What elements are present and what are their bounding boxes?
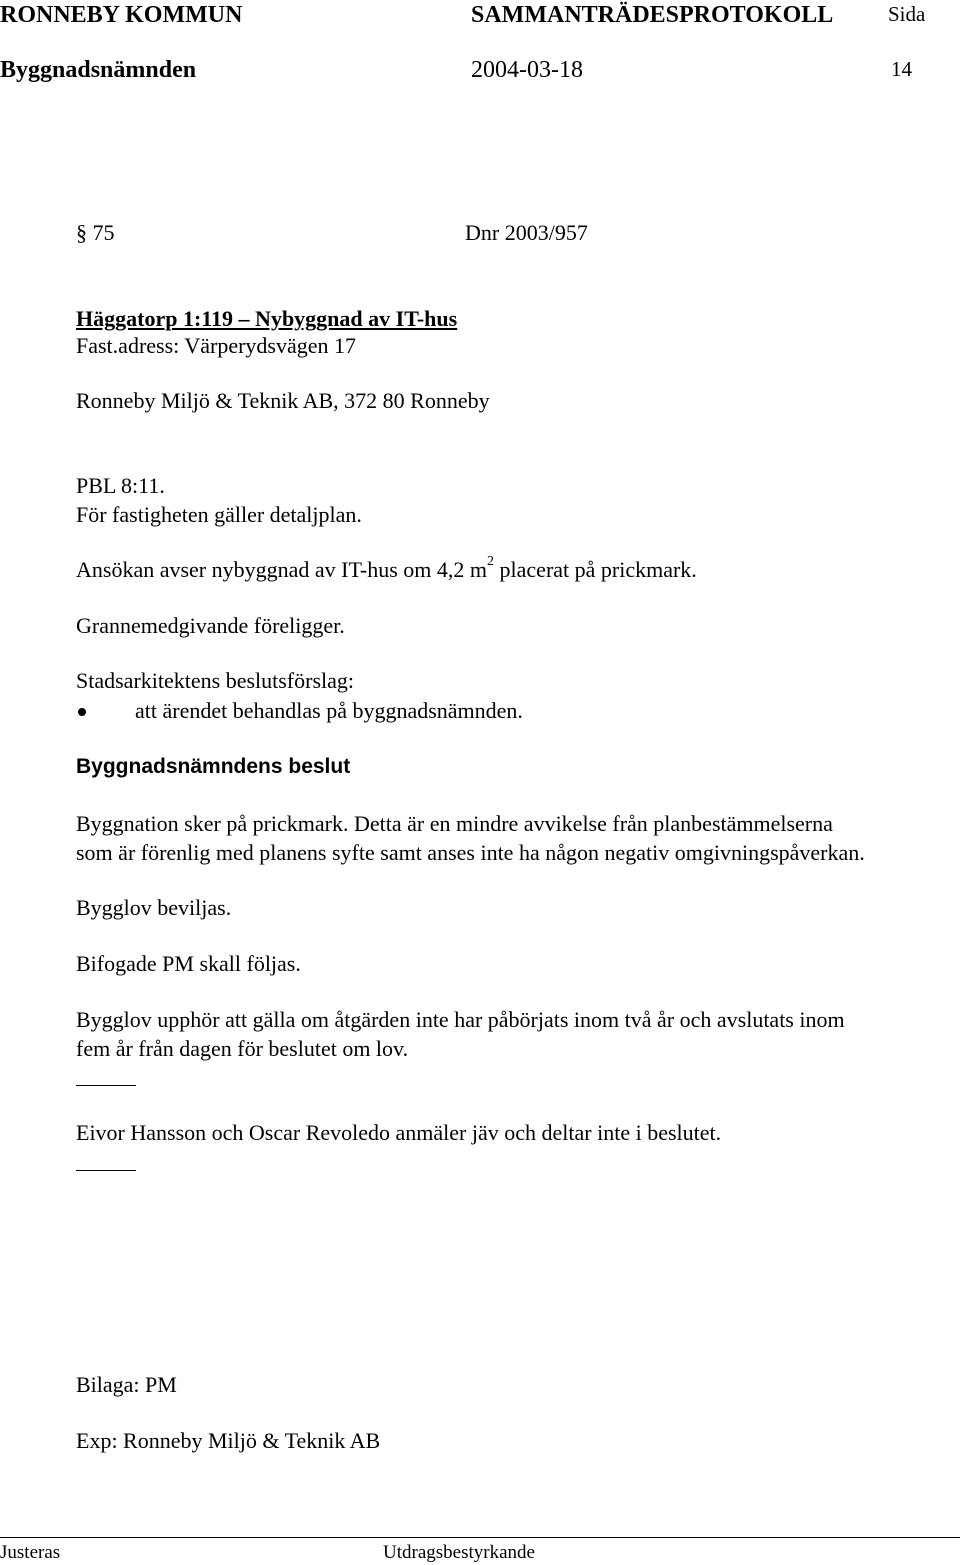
separator-rule xyxy=(76,1085,136,1086)
footer-certification: Utdragsbestyrkande xyxy=(383,1542,535,1563)
diary-number: Dnr 2003/957 xyxy=(465,220,588,245)
case-title: Häggatorp 1:119 – Nybyggnad av IT-hus xyxy=(76,306,458,331)
neighbour-consent: Grannemedgivande föreligger. xyxy=(76,613,345,638)
meeting-date: 2004-03-18 xyxy=(471,57,583,83)
pm-statement: Bifogade PM skall följas. xyxy=(76,951,301,976)
plan-statement: För fastigheten gäller detaljplan. xyxy=(76,502,362,527)
applicant: Ronneby Miljö & Teknik AB, 372 80 Ronneby xyxy=(76,388,490,413)
separator-rule xyxy=(76,1170,136,1171)
proposal-label: Stadsarkitektens beslutsförslag: xyxy=(76,668,355,693)
decision-heading: Byggnadsnämndens beslut xyxy=(76,755,351,778)
decision-line-1: Byggnation sker på prickmark. Detta är en mindre avvikelse från planbestämmelserna xyxy=(76,811,833,836)
document-type: SAMMANTRÄDESPROTOKOLL xyxy=(471,2,834,28)
expiry-line-2: fem år från dagen för beslutet om lov. xyxy=(76,1036,409,1061)
superscript: 2 xyxy=(487,554,495,569)
decision-line-2: som är förenlig med planens syfte samt anses inte ha någon negativ omgivningspåverkan. xyxy=(76,840,865,865)
attachment: Bilaga: PM xyxy=(76,1372,177,1397)
footer-rule xyxy=(0,1537,960,1538)
page-label: Sida xyxy=(888,2,926,26)
footer-justeras: Justeras xyxy=(0,1542,61,1563)
page-number: 14 xyxy=(891,57,912,81)
expiry-line-1: Bygglov upphör att gälla om åtgärden inte har påbörjats inom två år och avslutats inom xyxy=(76,1007,845,1032)
conflict-statement: Eivor Hansson och Oscar Revoledo anmäler jäv och deltar inte i beslutet. xyxy=(76,1120,722,1145)
committee-name: Byggnadsnämnden xyxy=(0,57,197,83)
pbl-reference: PBL 8:11. xyxy=(76,473,165,498)
bullet-icon xyxy=(78,708,86,716)
section-number: § 75 xyxy=(76,220,115,245)
permit-granted: Bygglov beviljas. xyxy=(76,895,232,920)
proposal-item: att ärendet behandlas på byggnadsnämnden. xyxy=(135,698,523,723)
org-name: RONNEBY KOMMUN xyxy=(0,2,243,28)
property-address: Fast.adress: Värperydsvägen 17 xyxy=(76,333,357,358)
application-text: Ansökan avser nybyggnad av IT-hus om 4,2 $m^2$ placerat på prickmark. xyxy=(76,554,697,582)
expedition: Exp: Ronneby Miljö & Teknik AB xyxy=(76,1428,381,1453)
